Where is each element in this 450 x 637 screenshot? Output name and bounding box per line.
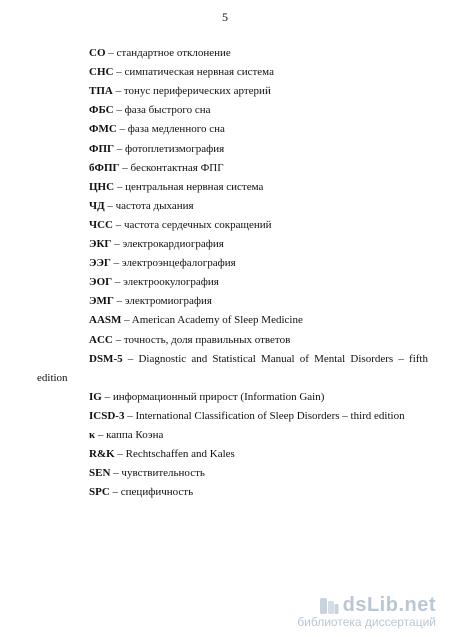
abbreviation-term: ЭЭГ	[89, 257, 111, 270]
abbreviation-entry	[89, 122, 225, 136]
abbreviation-entry	[89, 103, 211, 117]
abbreviation-definition: – специфичность	[109, 486, 194, 499]
watermark	[297, 594, 436, 629]
abbreviation-term: бФПГ	[89, 161, 120, 174]
abbreviation-entry	[89, 466, 205, 480]
abbreviation-term: ACC	[89, 333, 113, 346]
abbreviation-term: ЭМГ	[89, 295, 114, 308]
abbreviation-entry	[89, 294, 212, 308]
abbreviation-term: ЭКГ	[89, 238, 112, 250]
abbreviation-term: IG	[89, 390, 102, 403]
abbreviation-term: СНС	[89, 66, 114, 79]
abbreviation-entry	[89, 180, 263, 194]
abbreviation-definition: – электроэнцефалография	[110, 257, 236, 270]
abbreviation-term: R&K	[89, 448, 115, 461]
abbreviation-entry	[89, 352, 428, 366]
abbreviation-entry	[89, 199, 194, 213]
abbreviation-term: κ	[89, 429, 96, 441]
abbreviation-entry	[89, 65, 274, 79]
abbreviation-definition: – центральная нервная система	[114, 180, 264, 193]
abbreviation-definition: – фаза быстрого сна	[113, 104, 211, 117]
abbreviation-term: SPC	[89, 486, 110, 499]
abbreviation-term: ФМС	[89, 123, 117, 136]
abbreviation-definition: – фаза медленного сна	[116, 123, 225, 136]
abbreviation-entry	[89, 409, 405, 423]
abbreviation-entry	[89, 237, 224, 251]
abbreviation-entry	[89, 218, 272, 232]
abbreviation-definition: – Rechtschaffen and Kales	[114, 448, 235, 461]
abbreviation-definition: – каппа Коэна	[95, 429, 164, 441]
abbreviation-entry	[89, 256, 236, 270]
abbreviation-term: ТПА	[89, 85, 113, 98]
abbreviation-definition: – частота дыхания	[104, 199, 194, 212]
abbreviation-definition: – American Academy of Sleep Medicine	[121, 314, 303, 327]
abbreviation-term: СО	[89, 47, 106, 59]
abbreviation-term: ЭОГ	[89, 276, 113, 289]
abbreviation-definition-continuation: edition	[37, 371, 68, 384]
abbreviation-definition: – чувствительность	[110, 467, 205, 480]
abbreviation-definition: – фотоплетизмография	[114, 142, 225, 155]
abbreviation-entry	[89, 447, 235, 461]
watermark-subtitle: библиотека диссертаций	[297, 615, 436, 629]
abbreviation-entry	[89, 390, 324, 404]
abbreviation-definition: – стандартное отклонение	[105, 47, 231, 59]
abbreviation-entry	[89, 275, 219, 289]
abbreviation-term: SEN	[89, 467, 111, 480]
dslib-logo-icon	[318, 595, 340, 617]
abbreviation-definition: – информационный прирост (Information Gain)	[101, 390, 325, 403]
abbreviation-entry	[89, 313, 303, 327]
abbreviation-entry	[89, 161, 224, 175]
abbreviation-definition: – электрокардиография	[111, 238, 224, 250]
abbreviation-term: DSM-5	[89, 352, 123, 365]
abbreviation-definition: – бесконтактная ФПГ	[119, 161, 224, 174]
abbreviation-definition: – электроокулография	[112, 276, 219, 289]
watermark-logo	[297, 594, 436, 617]
abbreviation-definition: – частота сердечных сокращений	[112, 218, 272, 231]
abbreviation-definition: – симпатическая нервная система	[113, 66, 274, 79]
abbreviation-definition: – тонус периферических артерий	[112, 85, 271, 98]
abbreviation-definition: – International Classification of Sleep Disorders – third edition	[124, 409, 405, 422]
abbreviation-term: ФБС	[89, 104, 114, 117]
abbreviation-entry	[89, 485, 193, 499]
abbreviation-definition: – электромиография	[113, 295, 212, 308]
abbreviation-entry	[89, 142, 224, 156]
abbreviation-term: ЧСС	[89, 218, 113, 231]
abbreviation-term: AASM	[89, 314, 122, 327]
abbreviation-definition: – точность, доля правильных ответов	[112, 333, 291, 346]
watermark-logo-text: dsLib.net	[342, 594, 436, 616]
abbreviation-entry	[89, 84, 271, 98]
abbreviation-term: ЧД	[89, 199, 105, 212]
abbreviation-term: ФПГ	[89, 142, 115, 155]
abbreviation-definition: – Diagnostic and Statistical Manual of Mental Disorders – fifth	[122, 352, 428, 365]
abbreviation-term: ЦНС	[89, 180, 115, 193]
abbreviation-entry	[89, 46, 231, 60]
page-number: 5	[222, 10, 228, 24]
abbreviation-entry	[89, 428, 163, 442]
abbreviation-term: ICSD-3	[89, 409, 125, 422]
abbreviation-entry	[89, 333, 290, 347]
